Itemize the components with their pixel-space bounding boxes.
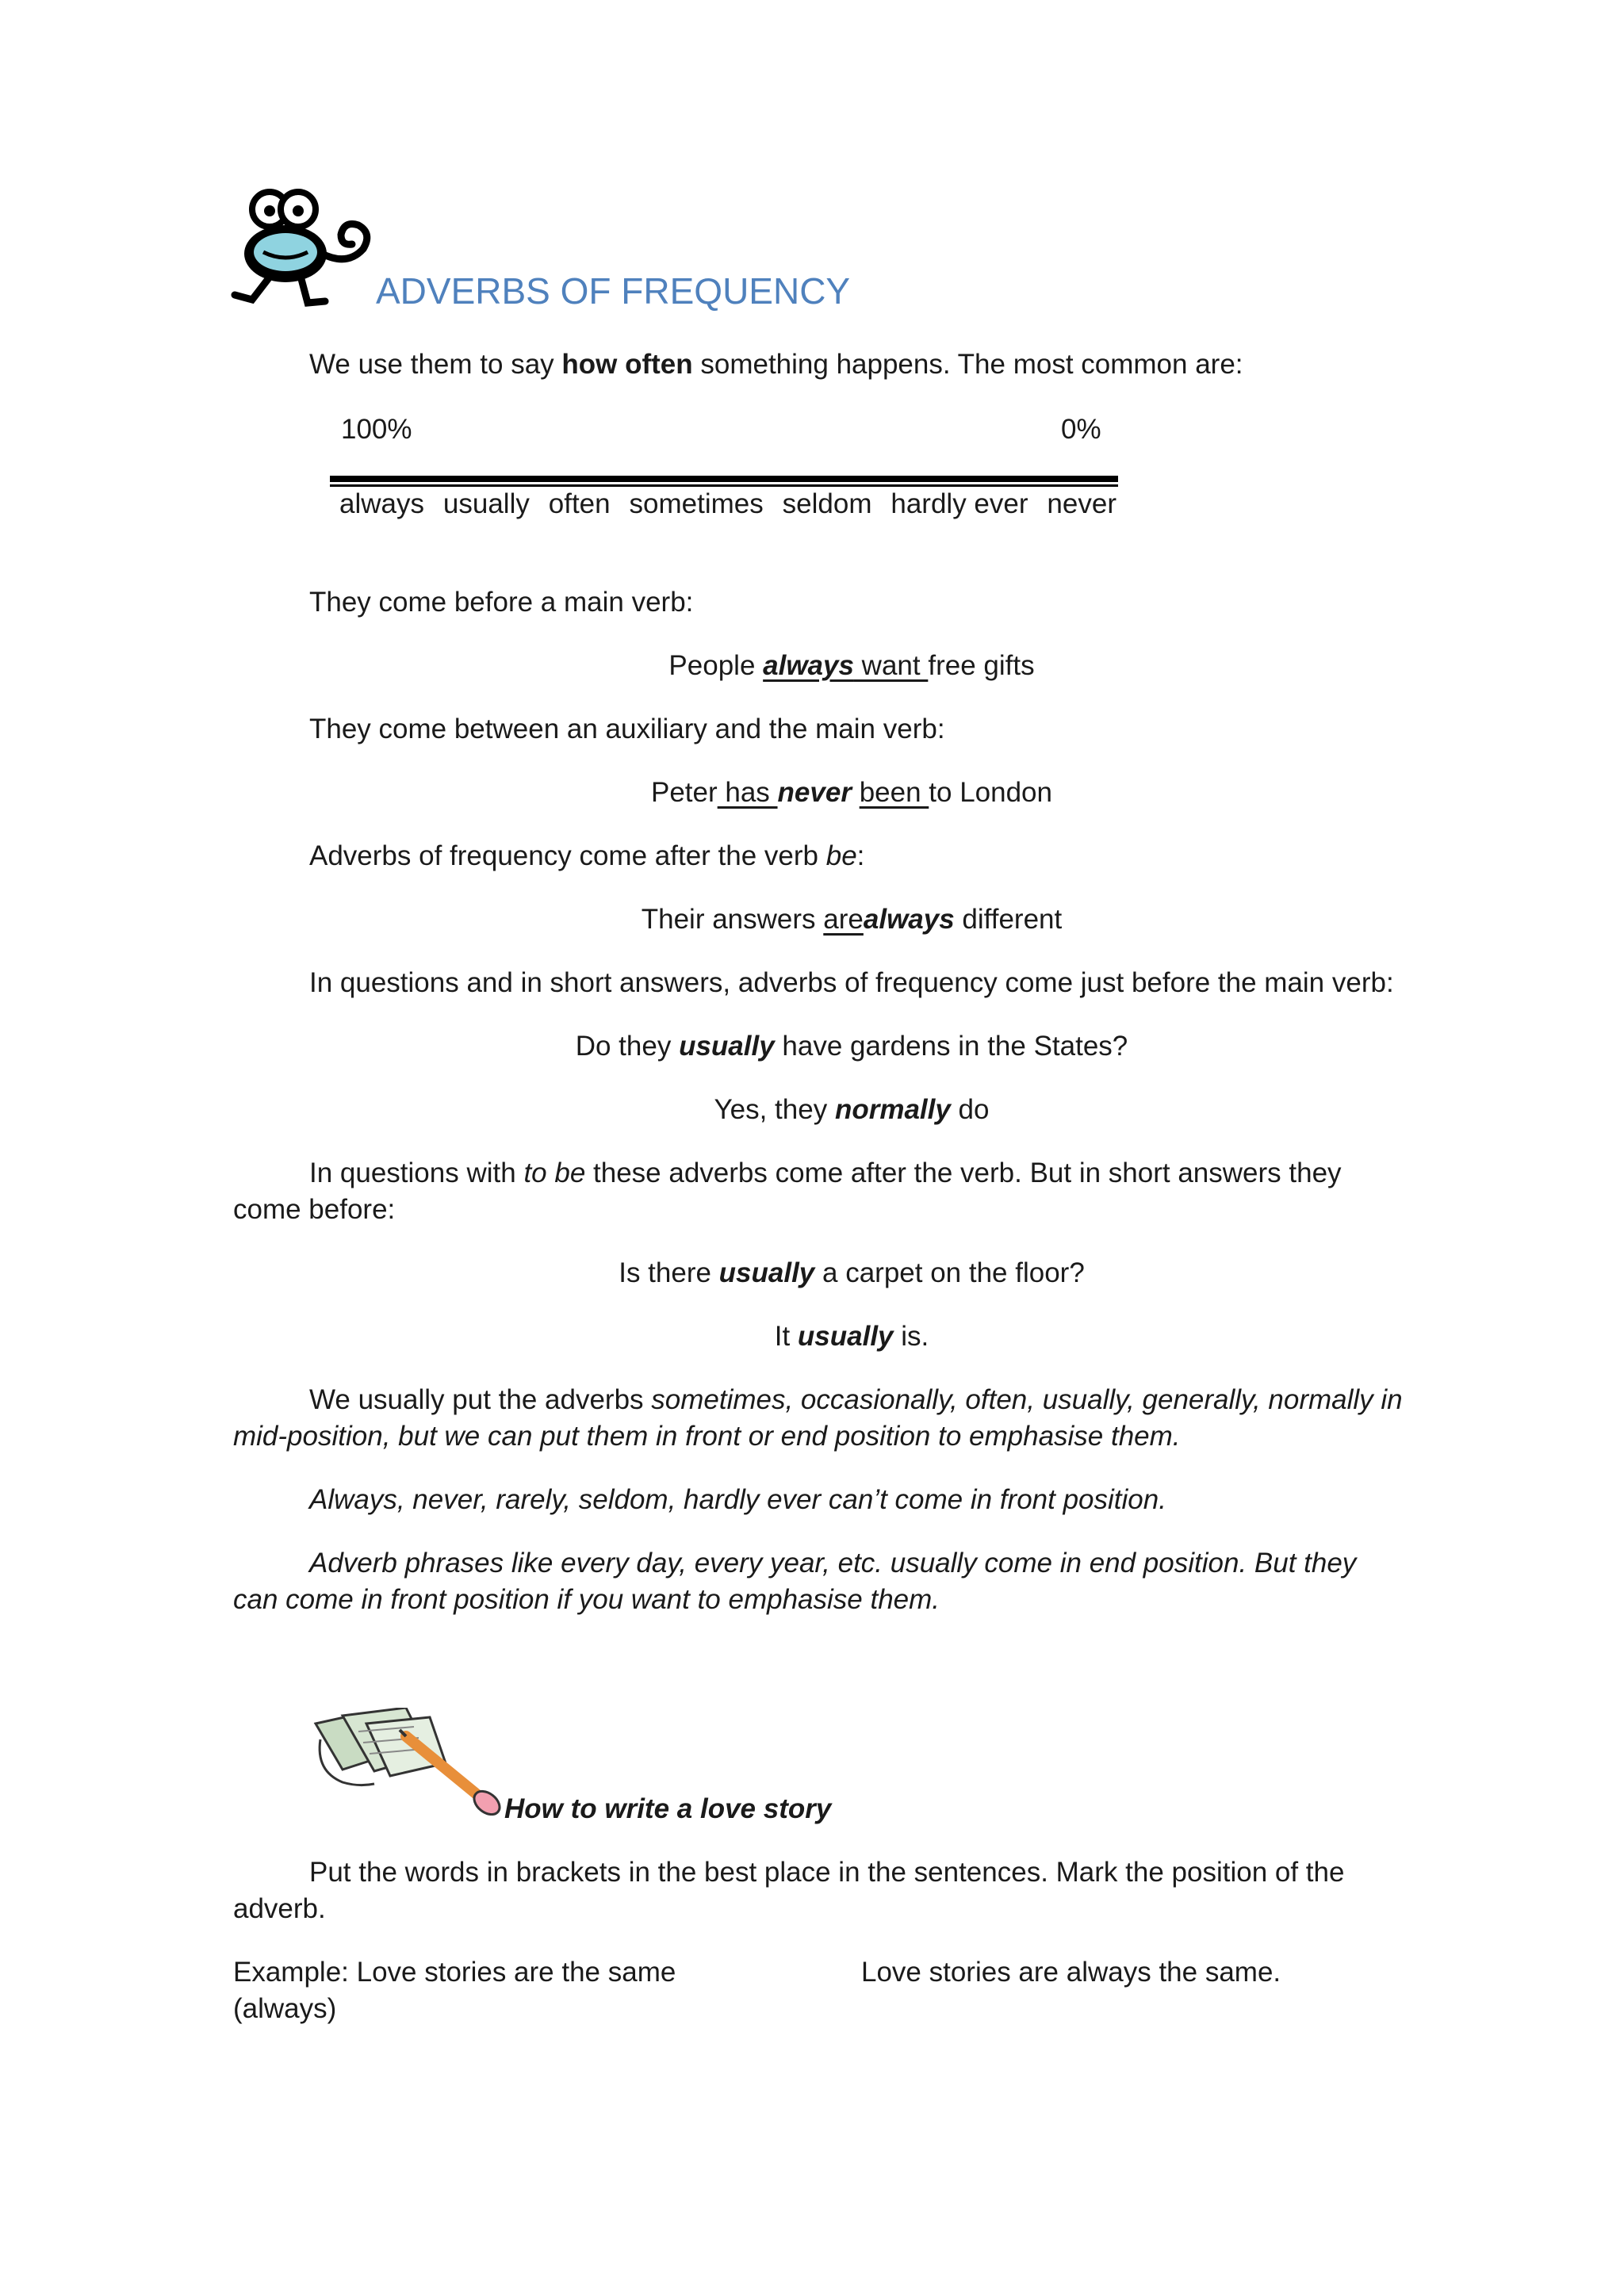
scale-word: hardly ever [891, 488, 1028, 519]
note-text: We usually put the adverbs [309, 1384, 652, 1415]
rule-5-line-1 [309, 1158, 1342, 1189]
paper-pencil-icon [311, 1708, 506, 1816]
example-verb: are [823, 904, 864, 935]
scale-line-thin [330, 484, 1118, 487]
note-1-line-2: mid-position, but we can put them in front or end position to emphasise them. [233, 1421, 1181, 1452]
rule-2-example [0, 777, 1624, 809]
frog-logo-icon [228, 187, 379, 311]
example-text: Their answers [641, 904, 824, 935]
intro-text: We use them to say [309, 349, 562, 380]
rule-3-example [0, 904, 1624, 936]
example-text-end: do [950, 1094, 990, 1125]
example-text-end: different [954, 904, 1063, 935]
example-text: People [668, 650, 764, 681]
example-space [852, 777, 860, 808]
scale-word: seldom [782, 488, 872, 519]
rule-5-line-2: come before: [233, 1194, 396, 1225]
rule-1-text: They come before a main verb: [309, 587, 694, 618]
rule-4-text: In questions and in short answers, adverbs of frequency come just before the main verb: [309, 967, 1394, 998]
rule-italic: to be [523, 1158, 586, 1188]
example-prompt-line-1: Example: Love stories are the same [233, 1957, 676, 1988]
example-text: It [774, 1321, 798, 1352]
note-2: Always, never, rarely, seldom, hardly ever can’t come in front position. [309, 1484, 1166, 1515]
rule-5-example-1 [0, 1257, 1624, 1289]
rule-text: In questions with [309, 1158, 524, 1188]
example-text-end: a carpet on the floor? [814, 1257, 1085, 1288]
example-text-end: free gifts [928, 650, 1035, 681]
example-adverb: always [863, 904, 955, 935]
note-3-line-2: can come in front position if you want to emphasise them. [233, 1584, 940, 1615]
example-adverb: usually [797, 1321, 894, 1352]
example-verb: want [853, 650, 929, 681]
example-adverb: usually [679, 1031, 775, 1062]
example-text: Do they [575, 1031, 680, 1062]
scale-word: never [1047, 488, 1116, 519]
scale-word: sometimes [629, 488, 764, 519]
example-text-end: have gardens in the States? [774, 1031, 1128, 1062]
example-text: Is there [619, 1257, 719, 1288]
intro-bold: how often [561, 349, 693, 380]
example-verb: been [859, 777, 929, 808]
example-text: Peter [651, 777, 718, 808]
note-3-line-1: Adverb phrases like every day, every year, etc. usually come in end position. But they [309, 1548, 1357, 1578]
example-text-end: is. [893, 1321, 929, 1352]
scale-word: always [339, 488, 424, 519]
instructions-line-1: Put the words in brackets in the best place in the sentences. Mark the position of the [309, 1857, 1345, 1888]
rule-text-end: these adverbs come after the verb. But in short answers they [585, 1158, 1342, 1188]
scale-words [339, 488, 1116, 520]
example-adverb: normally [834, 1094, 951, 1125]
page-title: ADVERBS OF FREQUENCY [376, 270, 851, 312]
rule-5-example-2 [0, 1321, 1624, 1353]
rule-4-example-2 [0, 1094, 1624, 1126]
example-text-end: to London [929, 777, 1052, 808]
instructions-line-2: adverb. [233, 1893, 326, 1924]
scale-line-thick [330, 476, 1118, 482]
rule-3-text [309, 840, 864, 872]
rule-4-example-1 [0, 1031, 1624, 1062]
rule-2-text: They come between an auxiliary and the main verb: [309, 714, 945, 744]
intro-text-end: something happens. The most common are: [692, 349, 1243, 380]
rule-text: Adverbs of frequency come after the verb [309, 840, 826, 871]
example-prompt-line-2: (always) [233, 1993, 337, 2024]
example-answer: Love stories are always the same. [861, 1957, 1281, 1988]
example-adverb: always [763, 650, 854, 681]
scale-word: usually [442, 488, 530, 519]
rule-1-example [0, 650, 1624, 682]
intro-paragraph [309, 349, 1243, 381]
scale-left-label: 100% [341, 414, 412, 445]
example-auxiliary: has [717, 777, 778, 808]
example-adverb: usually [718, 1257, 815, 1288]
rule-italic: be [825, 840, 857, 871]
scale-right-label: 0% [1061, 414, 1101, 445]
note-1-line-1 [309, 1384, 1403, 1416]
note-italic: sometimes, occasionally, often, usually, generally, normally in [651, 1384, 1403, 1415]
section-2-title: How to write a love story [504, 1793, 832, 1824]
rule-text-end: : [856, 840, 865, 871]
example-adverb: never [777, 777, 852, 808]
scale-word: often [548, 488, 611, 519]
example-text: Yes, they [714, 1094, 835, 1125]
